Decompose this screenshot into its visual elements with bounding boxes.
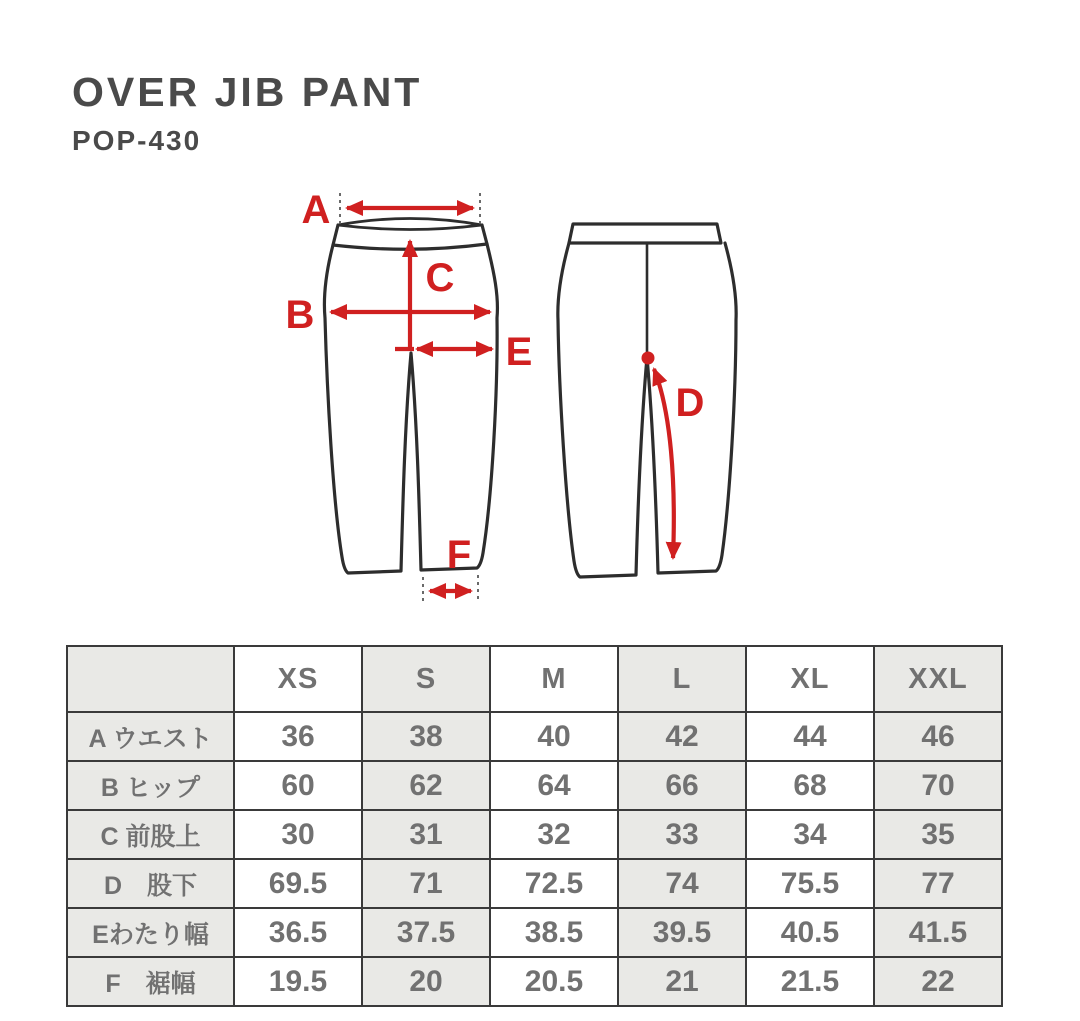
size-table-header-row: [67, 646, 1002, 712]
cell-front-rise-xl: 34: [746, 810, 874, 859]
cell-hip-xxl: 70: [874, 761, 1002, 810]
measure-label-c: C: [425, 256, 455, 300]
measure-label-e: E: [505, 330, 533, 374]
cell-front-rise-m: 32: [490, 810, 618, 859]
row-label-inseam: D 股下: [67, 859, 234, 908]
cell-waist-m: 40: [490, 712, 618, 761]
table-row-waist: [67, 712, 1002, 761]
table-row-inseam: [67, 859, 1002, 908]
cell-waist-xl: 44: [746, 712, 874, 761]
cell-hem-xl: 21.5: [746, 957, 874, 1006]
cell-waist-l: 42: [618, 712, 746, 761]
cell-waist-s: 38: [362, 712, 490, 761]
cell-hem-l: 21: [618, 957, 746, 1006]
size-header-xs: XS: [234, 646, 362, 712]
cell-inseam-s: 71: [362, 859, 490, 908]
cell-hip-l: 66: [618, 761, 746, 810]
row-label-waist: A ウエスト: [67, 712, 234, 761]
page-title: OVER JIB PANT: [72, 69, 423, 115]
cell-waist-xxl: 46: [874, 712, 1002, 761]
size-table: [66, 645, 1003, 1007]
cell-hem-m: 20.5: [490, 957, 618, 1006]
measure-label-d: D: [675, 381, 705, 425]
cell-inseam-m: 72.5: [490, 859, 618, 908]
model-number: POP-430: [72, 125, 202, 157]
table-row-hip: [67, 761, 1002, 810]
cell-thigh-xl: 40.5: [746, 908, 874, 957]
measure-label-a: A: [301, 188, 331, 232]
cell-thigh-xs: 36.5: [234, 908, 362, 957]
cell-waist-xs: 36: [234, 712, 362, 761]
table-row-thigh-width: [67, 908, 1002, 957]
row-label-hem-width: F 裾幅: [67, 957, 234, 1006]
measure-label-f: F: [446, 533, 472, 577]
cell-inseam-l: 74: [618, 859, 746, 908]
cell-front-rise-l: 33: [618, 810, 746, 859]
crotch-point-dot: [642, 352, 655, 365]
cell-inseam-xl: 75.5: [746, 859, 874, 908]
cell-hem-xxl: 22: [874, 957, 1002, 1006]
size-header-xl: XL: [746, 646, 874, 712]
cell-inseam-xxl: 77: [874, 859, 1002, 908]
cell-thigh-xxl: 41.5: [874, 908, 1002, 957]
cell-hip-xs: 60: [234, 761, 362, 810]
table-row-hem-width: [67, 957, 1002, 1006]
size-header-m: M: [490, 646, 618, 712]
cell-thigh-m: 38.5: [490, 908, 618, 957]
pants-back-view: [558, 224, 736, 577]
size-header-s: S: [362, 646, 490, 712]
cell-thigh-l: 39.5: [618, 908, 746, 957]
size-header-xxl: XXL: [874, 646, 1002, 712]
cell-front-rise-s: 31: [362, 810, 490, 859]
measure-label-b: B: [285, 293, 315, 337]
cell-hip-xl: 68: [746, 761, 874, 810]
cell-hem-s: 20: [362, 957, 490, 1006]
cell-hip-s: 62: [362, 761, 490, 810]
cell-hem-xs: 19.5: [234, 957, 362, 1006]
table-corner-cell: [67, 646, 234, 712]
cell-thigh-s: 37.5: [362, 908, 490, 957]
cell-hip-m: 64: [490, 761, 618, 810]
cell-inseam-xs: 69.5: [234, 859, 362, 908]
measure-arrows: [331, 208, 674, 591]
cell-front-rise-xxl: 35: [874, 810, 1002, 859]
row-label-thigh-width: Eわたり幅: [67, 908, 234, 957]
cell-front-rise-xs: 30: [234, 810, 362, 859]
row-label-hip: B ヒップ: [67, 761, 234, 810]
size-header-l: L: [618, 646, 746, 712]
front-waist-opening: [338, 219, 482, 230]
table-row-front-rise: [67, 810, 1002, 859]
row-label-front-rise: C 前股上: [67, 810, 234, 859]
back-waistband: [569, 224, 721, 243]
